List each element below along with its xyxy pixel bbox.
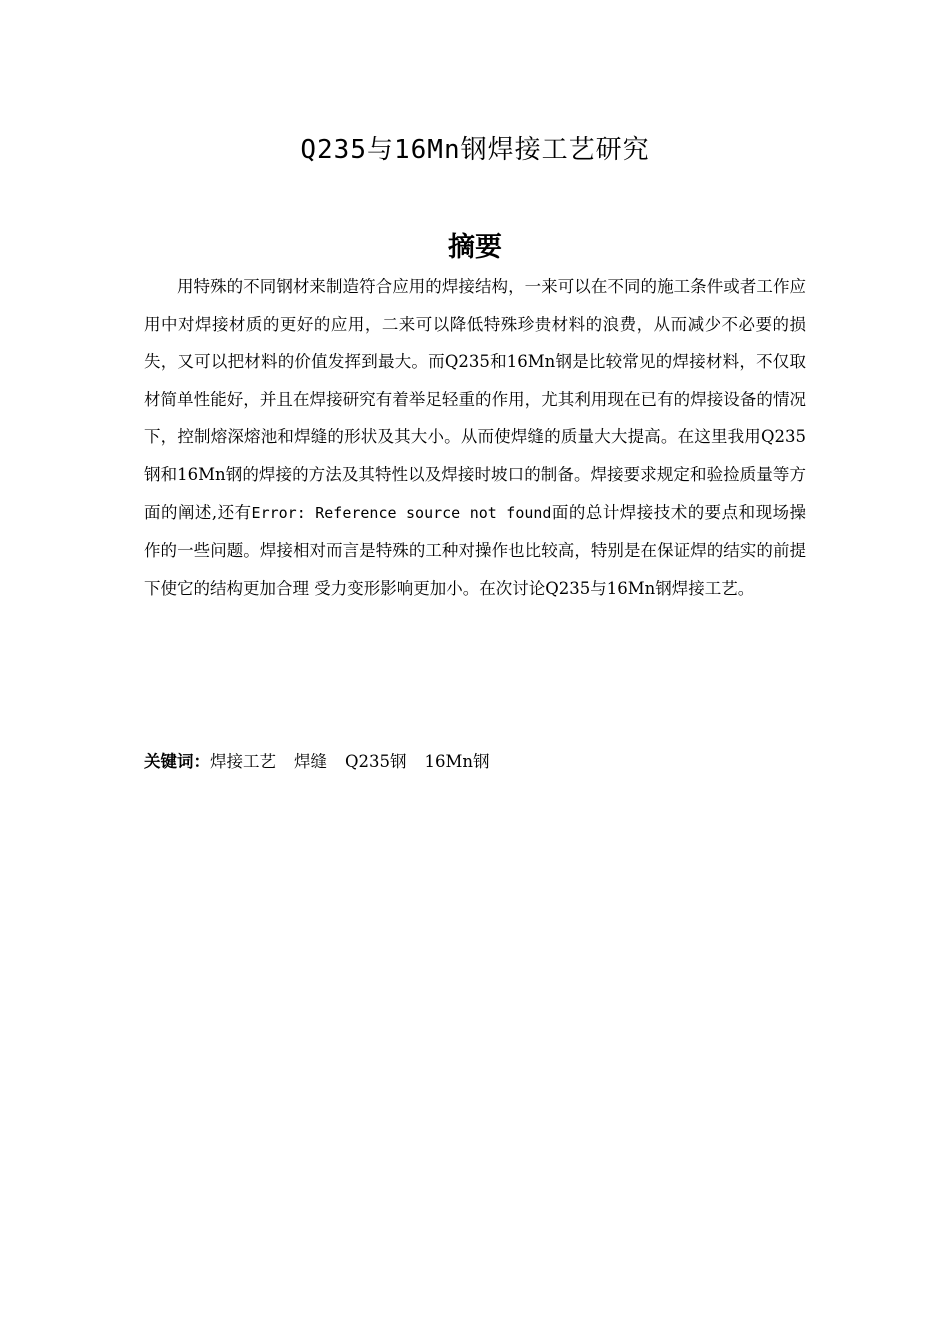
abstract-paragraph <box>144 268 806 607</box>
keyword-item: 焊接工艺 <box>210 752 276 771</box>
keyword-item: Q235钢 <box>345 752 407 771</box>
keywords-label: 关键词： <box>144 752 210 771</box>
keyword-item: 焊缝 <box>294 752 327 771</box>
abstract-text-part2: 面的总计焊接技术的要点和现场操作的一些问题。焊接相对而言是特殊的工种对操作也比较高，特别是在保证焊的结实的前提下使它的结构更加合理 受力变形影响更加小。在次讨论Q235与16Mn钢焊接工艺。 <box>144 502 807 598</box>
abstract-text-part1: 用特殊的不同钢材来制造符合应用的焊接结构，一来可以在不同的施工条件或者工作应用中对焊接材质的更好的应用，二来可以降低特殊珍贵材料的浪费，从而减少不必要的损失，又可以把材料的价值发挥到最大。而Q235和16Mn钢是比较常见的焊接材料，不仅取材简单性能好，并且在焊接研究有着举足轻重的作用，尤其利用现在已有的焊接设备的情况下，控制熔深熔池和焊缝的形状及其大小。从而使焊缝的质量大大提高。在这里我用Q235钢和16Mn钢的焊接的方法及其特性以及焊接时坡口的制备。焊接要求规定和验捡质量等方面的阐述,还有 <box>144 277 806 522</box>
keywords-line <box>144 746 806 778</box>
document-title: Q235与16Mn钢焊接工艺研究 <box>300 135 650 165</box>
abstract-error-reference: Error: Reference source not found <box>251 503 552 522</box>
keyword-item: 16Mn钢 <box>424 752 490 771</box>
abstract-heading: 摘要 <box>448 232 502 263</box>
